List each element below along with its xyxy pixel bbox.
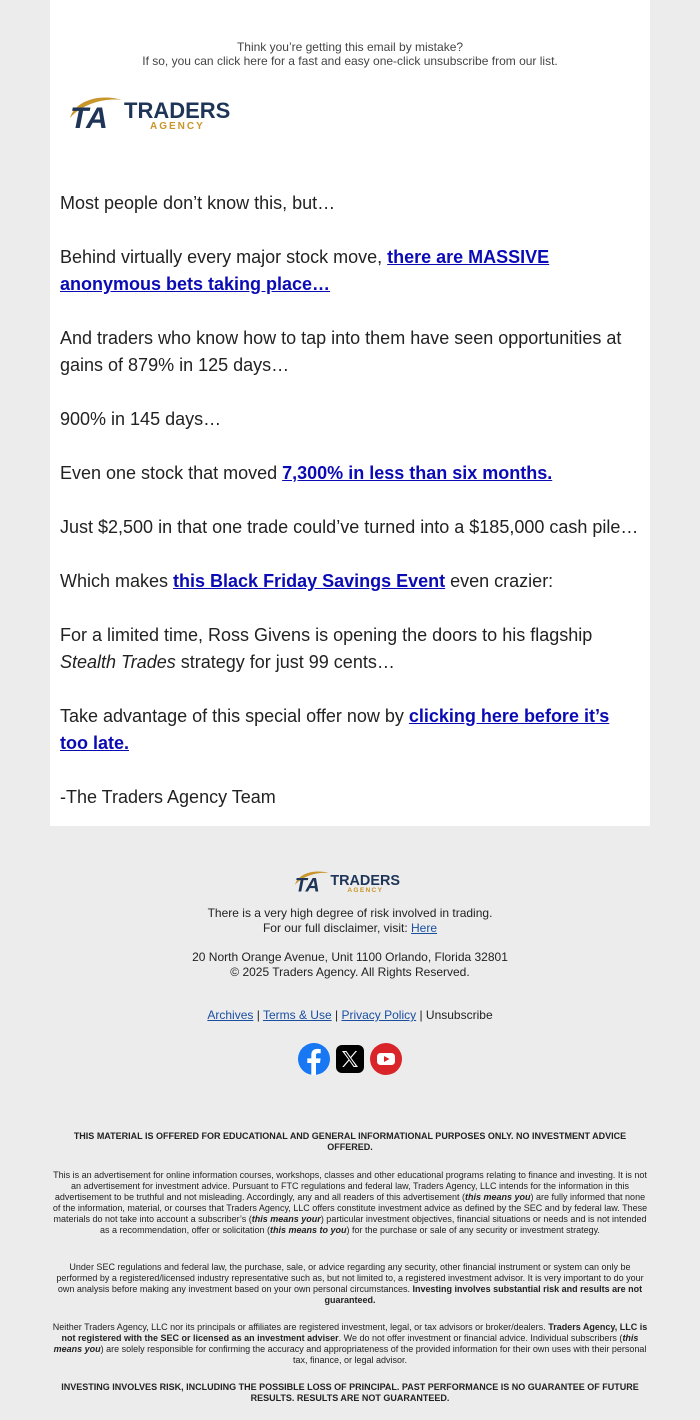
facebook-glyph <box>298 1043 330 1075</box>
youtube-icon[interactable] <box>370 1043 402 1075</box>
address: 20 North Orange Avenue, Unit 1100 Orlando, Florida 32801 <box>192 950 508 964</box>
copyright: © 2025 Traders Agency. All Rights Reserved. <box>230 965 470 979</box>
logo-sub: AGENCY <box>347 887 384 895</box>
footer-logo[interactable] <box>291 866 409 896</box>
clicking-here-link[interactable]: clicking here before it’s too late. <box>60 706 610 753</box>
social-links <box>0 1043 700 1075</box>
logo-sub: AGENCY <box>150 121 205 132</box>
unsubscribe-link[interactable]: Unsubscribe <box>425 1008 493 1022</box>
x-icon[interactable] <box>336 1045 364 1073</box>
logo-mark: TA <box>70 102 108 134</box>
x-glyph <box>340 1049 360 1069</box>
footer-links: Archives | Terms & Use | Privacy Policy | Unsubscribe <box>207 1008 493 1022</box>
privacy-link[interactable]: Privacy Policy <box>341 1008 417 1022</box>
paragraph: Just $2,500 in that one trade could’ve turned into a $185,000 cash pile… <box>60 517 639 537</box>
footer <box>0 866 700 1075</box>
email-body <box>60 190 640 838</box>
paragraph: Even one stock that moved 7,300% in less than six months. <box>60 463 553 483</box>
paragraph: For a limited time, Ross Givens is opening the doors to his flagship Stealth Trades strategy for just 99 cents… <box>60 625 593 672</box>
signature: -The Traders Agency Team <box>60 787 276 807</box>
facebook-icon[interactable] <box>298 1043 330 1075</box>
black-friday-link[interactable]: this Black Friday Savings Event <box>173 571 446 591</box>
logo-brand: TRADERS <box>124 98 231 123</box>
paragraph: 900% in 145 days… <box>60 409 222 429</box>
legal-para-3: Neither Traders Agency, LLC nor its principals or affiliates are registered investment, legal, or tax advisors or broker/dealers. Traders Agency, LLC is not registered with the SEC or licensed as an investment adviser. We do not offer investment or financial advice. Individual subscribers (this means you) are solely responsible for confirming the accuracy and appropriateness of the provided information for their own uses with their personal tax, finance, or legal advisor. <box>52 1322 648 1365</box>
paragraph: Which makes this Black Friday Savings Event even crazier: <box>60 571 554 591</box>
legal-heading: THIS MATERIAL IS OFFERED FOR EDUCATIONAL AND GENERAL INFORMATIONAL PURPOSES ONLY. NO INVESTMENT ADVICE OFFERED. <box>73 1131 627 1152</box>
youtube-glyph <box>370 1043 402 1075</box>
risk-notice: There is a very high degree of risk involved in trading. <box>207 906 493 920</box>
paragraph: Take advantage of this special offer now by clicking here before it’s too late. <box>60 706 610 753</box>
legal-closing: INVESTING INVOLVES RISK, INCLUDING THE POSSIBLE LOSS OF PRINCIPAL. PAST PERFORMANCE IS NO GUARANTEE OF FUTURE RESULTS. RESULTS ARE NOT GUARANTEED. <box>61 1382 639 1403</box>
traders-agency-logo[interactable] <box>64 90 244 134</box>
legal-para-2: Under SEC regulations and federal law, the purchase, sale, or advice regarding any security, other financial instrument or system can only be performed by a registered/licensed industry representative such as, but not limited to, a registered investment advisor. It is very important to do your own analysis before making any investment based on your own personal circumstances. Investing involves substantial risk and results are not guaranteed. <box>56 1262 644 1305</box>
email-card <box>50 0 650 826</box>
disclaimer-link[interactable]: Here <box>411 921 438 935</box>
seven-thousand-percent-link[interactable]: 7,300% in less than six months. <box>282 463 553 483</box>
paragraph: Behind virtually every major stock move, there are MASSIVE anonymous bets taking place… <box>60 247 550 294</box>
terms-link[interactable]: Terms & Use <box>262 1008 332 1022</box>
paragraph: And traders who know how to tap into them have seen opportunities at gains of 879% in 125 days… <box>60 328 622 375</box>
logo-brand: TRADERS <box>330 872 400 889</box>
disclaimer-line: For our full disclaimer, visit: Here <box>262 921 438 935</box>
massive-bets-link[interactable]: there are MASSIVE anonymous bets taking place… <box>60 247 550 294</box>
logo-mark: TA <box>294 874 320 896</box>
paragraph: Most people don’t know this, but… <box>60 193 336 213</box>
preheader <box>50 40 650 68</box>
legal-para-1: This is an advertisement for online information courses, workshops, classes and other educational programs relating to finance and investing. It is not an advertisement for investment advice. Pursuant to FTC regulations and federal law, Traders Agency, LLC intends for the information in this advertisement to be truthful and not misleading. Accordingly, any and all readers of this advertisement (this means you) are fully informed that none of the information, material, or courses that Traders Agency, LLC offers constitute investment advice as defined by the SEC and by federal law. These materials do not take into account a subscriber’s (this means your) particular investment objectives, financial situations or needs and is not intended as a recommendation, offer or solicitation (this means to you) for the purchase or sale of any security or investment strategy. <box>52 1170 648 1235</box>
unsubscribe-link[interactable]: If so, you can click here for a fast and easy one-click unsubscribe from our list. <box>142 54 558 68</box>
preheader-line1: Think you’re getting this email by mistake? <box>236 40 464 54</box>
archives-link[interactable]: Archives <box>207 1008 254 1022</box>
